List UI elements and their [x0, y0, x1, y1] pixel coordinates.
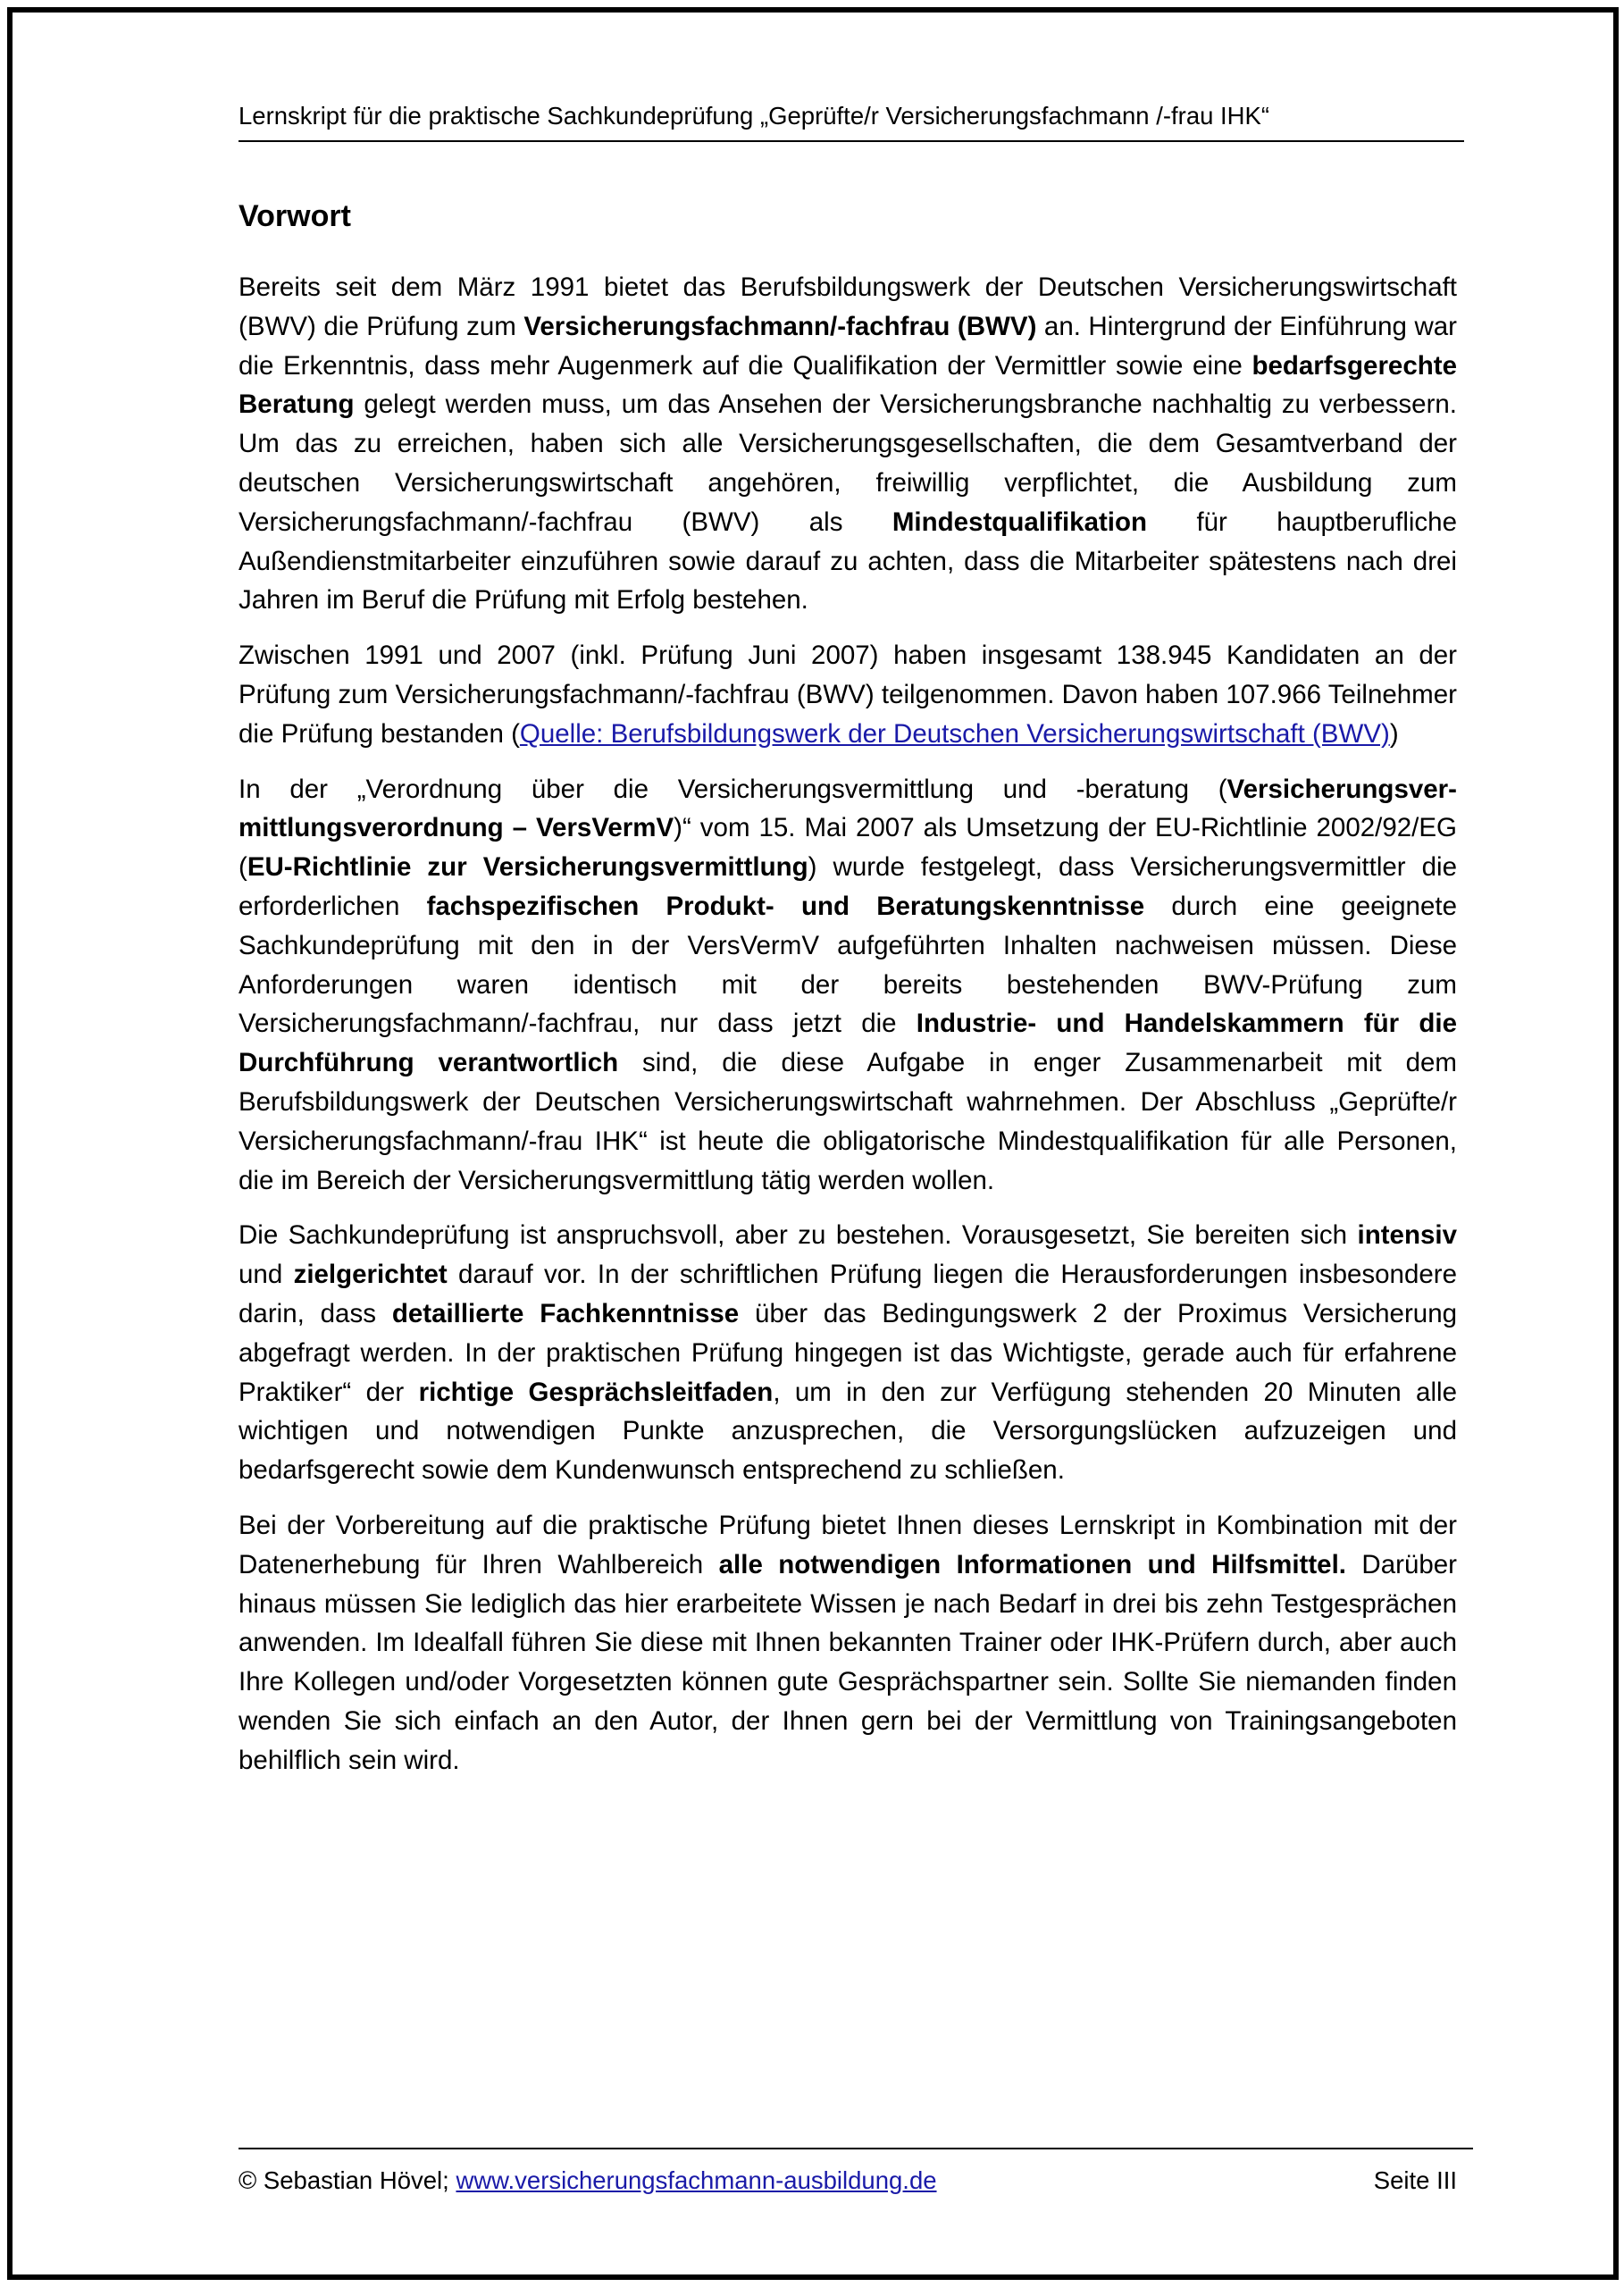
text-run: darauf vor. In der schriftlichen Prüfung liegen die Herausforderungen insbesondere darin, dass [239, 1260, 1457, 1328]
text-run: an. Hintergrund der Einführung war die Erkenntnis, dass mehr Augenmerk auf die Qualifikation der Vermittler sowie eine [239, 311, 1457, 381]
text-run: und [239, 1260, 294, 1290]
bold-phrase: Versicherungsfachmann/-fachfrau (BWV) [523, 311, 1037, 341]
website-link[interactable]: www.versicherungsfachmann-ausbildung.de [456, 2166, 937, 2194]
source-link[interactable]: Quelle: Berufsbildungswerk der Deutschen Versicherungswirtschaft (BWV) [519, 718, 1390, 749]
paragraph [239, 1216, 1457, 1490]
bold-phrase: EU-Richtlinie zur Versicherungsvermittlung [247, 852, 808, 883]
bold-phrase: bedarfsgerechte Beratung [239, 350, 1457, 420]
bold-phrase: fachspezifischen Produkt- und Beratungskenntnisse [426, 891, 1145, 921]
text-run: In der „Verordnung über die Versicherungsvermittlung und -beratung ( [239, 774, 1227, 804]
running-header: Lernskript für die praktische Sachkundeprüfung „Geprüfte/r Versicherungsfachmann /-frau IHK“ [239, 102, 1270, 130]
bold-phrase: Versicherungsvermittlungsverordnung – VersVermV [239, 774, 1457, 843]
text-run: )“ vom 15. Mai 2007 als Umsetzung der EU-Richtlinie 2002/92/EG ( [239, 813, 1457, 883]
footer [239, 2166, 1457, 2196]
copyright-text: © Sebastian Hövel; [239, 2166, 456, 2194]
bold-phrase: Mindestqualifikation [892, 507, 1148, 537]
bold-phrase: alle notwendigen Informationen und Hilfsmittel. [718, 1549, 1346, 1579]
footer-left [239, 2166, 937, 2196]
text-run: Zwischen 1991 und 2007 (inkl. Prüfung Juni 2007) haben insgesamt 138.945 Kandidaten an der Prüfung zum Versicherungsfachmann/-fachfrau (BWV) teilgenommen. Davon haben 107.966 Teilnehmer die Prüfung bestanden ( [239, 641, 1457, 749]
text-run: , um in den zur Verfügung stehenden 20 Minuten alle wichtigen und notwendigen Punkte anzusprechen, die Versorgungslücken aufzuzeigen und bedarfsgerecht sowie dem Kundenwunsch entsprechend zu schließen. [239, 1377, 1457, 1486]
page-number: Seite III [1373, 2166, 1457, 2194]
page-title: Vorwort [239, 199, 351, 233]
text-run: durch eine geeignete Sachkundeprüfung mit den in der VersVermV aufgeführten Inhalten nachweisen müssen. Diese Anforderungen waren identisch mit der bereits bestehenden BWV-Prüfung zum Versicherungsfachmann/-fachfrau, nur dass jetzt die [239, 891, 1457, 1039]
text-run: Die Sachkundeprüfung ist anspruchsvoll, aber zu bestehen. Vorausgesetzt, Sie bereiten sich [239, 1220, 1358, 1251]
text-run: ) [1389, 718, 1399, 749]
text-run: über das Bedingungswerk 2 der Proximus Versicherung abgefragt werden. In der praktischen Prüfung hingegen ist das Wichtigste, gerade auch für erfahrene Praktiker“ der [239, 1298, 1458, 1407]
header-divider [239, 140, 1464, 142]
text-run: Bei der Vorbereitung auf die praktische Prüfung bietet Ihnen dieses Lernskript in Kombination mit der Datenerhebung für Ihren Wahlbereich [239, 1510, 1457, 1579]
paragraph [239, 636, 1457, 753]
text-run: sind, die diese Aufgabe in enger Zusammenarbeit mit dem Berufsbildungswerk der Deutschen Versicherungswirtschaft wahrnehmen. Der Abschluss „Geprüfte/r Versicherungsfachmann/-frau IHK“ ist heute die obligatorische Mindestqualifikation für alle Personen, die im Bereich der Versicherungsvermittlung tätig werden wollen. [239, 1048, 1458, 1195]
text-run: Darüber hinaus müssen Sie lediglich das hier erarbeitete Wissen je nach Bedarf in drei bis zehn Testgesprächen anwenden. Im Idealfall führen Sie diese mit Ihnen bekannten Trainer oder IHK-Prüfern durch, aber auch Ihre Kollegen und/oder Vorgesetzten können gute Gesprächspartner sein. Sollte Sie niemanden finden wenden Sie sich einfach an den Autor, der Ihnen gern bei der Vermittlung von Trainingsangeboten behilflich sein wird. [239, 1549, 1457, 1775]
bold-phrase: Industrie- und Handelskammern für die Durchführung verantwortlich [239, 1009, 1457, 1078]
paragraph [239, 1506, 1457, 1780]
body-text [239, 268, 1457, 1796]
bold-phrase: richtige Gesprächsleitfaden [418, 1377, 774, 1407]
bold-phrase: intensiv [1357, 1220, 1457, 1251]
bold-phrase: zielgerichtet [293, 1260, 448, 1290]
text-run: Bereits seit dem März 1991 bietet das Berufsbildungswerk der Deutschen Versicherungswirtschaft (BWV) die Prüfung zum [239, 272, 1457, 341]
paragraph [239, 770, 1457, 1201]
footer-divider [239, 2148, 1473, 2149]
text-run: gelegt werden muss, um das Ansehen der Versicherungsbranche nachhaltig zu verbessern. Um das zu erreichen, haben sich alle Versicherungsgesellschaften, die dem Gesamtverband der deutschen Versicherungswirtschaft angehören, freiwillig verpflichtet, die Ausbildung zum Versicherungsfachmann/-fachfrau (BWV) als [239, 390, 1457, 537]
text-run: ) wurde festgelegt, dass Versicherungsvermittler die erforderlichen [239, 852, 1457, 921]
text-run: für hauptberufliche Außendienstmitarbeiter einzuführen sowie darauf zu achten, dass die Mitarbeiter spätestens nach drei Jahren im Beruf die Prüfung mit Erfolg bestehen. [239, 507, 1457, 616]
bold-phrase: detaillierte Fachkenntnisse [391, 1298, 740, 1328]
paragraph [239, 268, 1457, 620]
